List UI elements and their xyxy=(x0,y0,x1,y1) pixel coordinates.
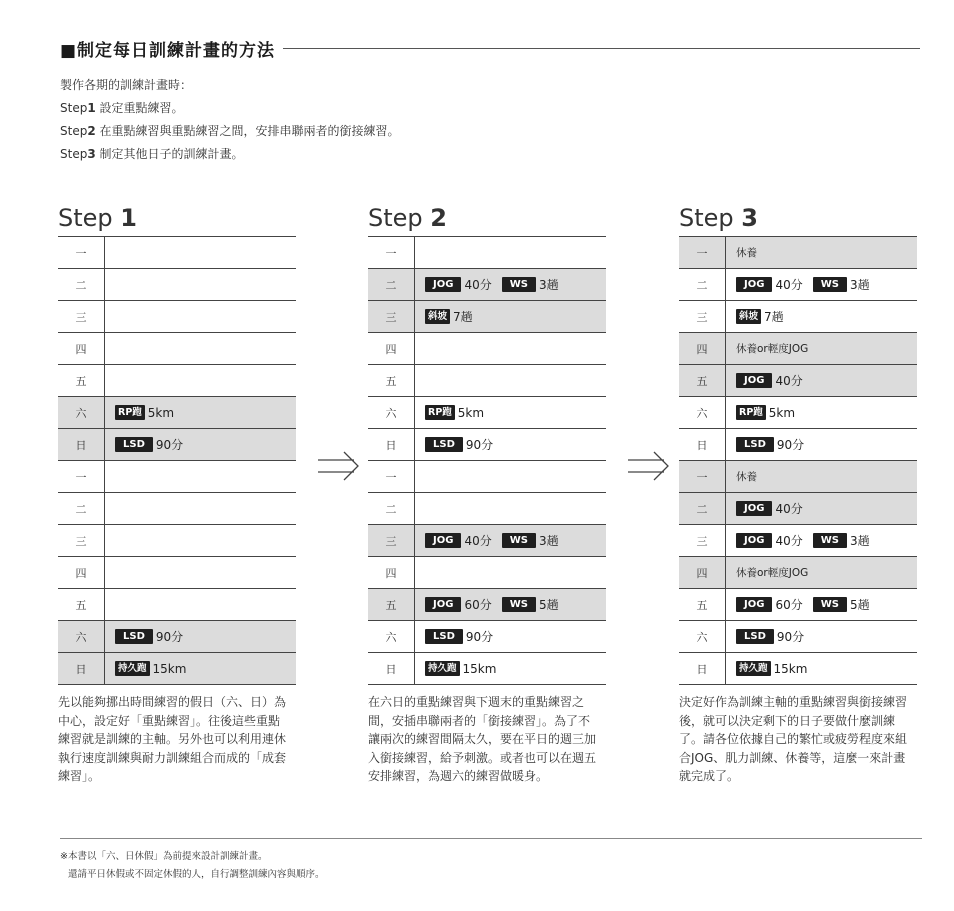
weekday-label: 一 xyxy=(368,461,415,492)
schedule-row xyxy=(679,653,917,685)
training-badge: JOG xyxy=(425,277,461,292)
weekday-label: 五 xyxy=(368,365,415,396)
training-cell xyxy=(415,301,606,332)
step-2-column xyxy=(368,200,606,786)
intro-step-2 xyxy=(60,120,400,143)
schedule-row xyxy=(58,461,296,493)
weekday-label: 日 xyxy=(679,653,726,684)
training-badge: RP跑 xyxy=(736,405,766,420)
weekday-label: 三 xyxy=(368,525,415,556)
training-badge: JOG xyxy=(736,501,772,516)
training-cell xyxy=(105,557,296,588)
intro-step-label: Step xyxy=(60,147,88,161)
weekday-label: 日 xyxy=(58,429,105,460)
weekday-label: 五 xyxy=(58,589,105,620)
training-cell xyxy=(105,237,296,268)
training-value: 90分 xyxy=(465,630,494,644)
schedule-row xyxy=(679,301,917,333)
training-value: 7趟 xyxy=(764,310,784,324)
schedule-row xyxy=(368,525,606,557)
training-cell xyxy=(415,653,606,684)
weekday-label: 二 xyxy=(679,493,726,524)
schedule-row xyxy=(368,237,606,269)
training-value: 90分 xyxy=(776,630,805,644)
training-value: 3趟 xyxy=(538,278,559,292)
training-cell xyxy=(415,589,606,620)
training-cell xyxy=(105,493,296,524)
training-cell xyxy=(415,429,606,460)
training-value: 7趟 xyxy=(453,310,473,324)
step-3-column xyxy=(679,200,917,786)
weekday-label: 六 xyxy=(58,621,105,652)
training-badge: WS xyxy=(502,597,536,612)
weekday-label: 六 xyxy=(679,397,726,428)
step-title xyxy=(58,200,296,236)
schedule-row xyxy=(58,269,296,301)
weekday-label: 日 xyxy=(679,429,726,460)
step-description: 決定好作為訓練主軸的重點練習與銜接練習後，就可以決定剩下的日子要做什麼訓練了。請各位依據自己的繁忙或疲勞程度來組合JOG、肌力訓練、休養等，這麼一來計畫就完成了。 xyxy=(679,695,908,783)
weekday-label: 二 xyxy=(58,493,105,524)
training-value: 40分 xyxy=(775,502,803,516)
training-cell xyxy=(726,333,917,364)
training-badge: 持久跑 xyxy=(736,661,771,676)
schedule-row xyxy=(368,493,606,525)
training-value: 5km xyxy=(147,405,175,420)
weekday-label: 日 xyxy=(368,653,415,684)
schedule-row xyxy=(368,589,606,621)
schedule-row xyxy=(58,237,296,269)
training-badge: WS xyxy=(813,277,847,292)
training-cell xyxy=(105,301,296,332)
intro-text xyxy=(60,74,400,166)
intro-step-num: 1 xyxy=(87,101,96,115)
weekday-label: 二 xyxy=(368,493,415,524)
training-value: 3趟 xyxy=(538,534,559,548)
schedule-row xyxy=(368,621,606,653)
training-value: 15km xyxy=(773,661,808,676)
schedule-row xyxy=(368,365,606,397)
weekday-label: 三 xyxy=(58,301,105,332)
step-title-label: Step xyxy=(58,204,113,232)
training-badge: RP跑 xyxy=(425,405,455,420)
training-text: 休養 xyxy=(736,471,757,483)
training-badge: JOG xyxy=(425,597,461,612)
weekday-label: 四 xyxy=(368,557,415,588)
weekday-label: 一 xyxy=(679,237,726,268)
schedule-row xyxy=(679,557,917,589)
training-value: 40分 xyxy=(464,278,492,292)
training-cell xyxy=(415,333,606,364)
heading-rule xyxy=(283,48,920,49)
schedule-row xyxy=(679,589,917,621)
intro-step-num: 2 xyxy=(87,124,96,138)
training-value: 90分 xyxy=(155,438,184,452)
weekday-label: 一 xyxy=(58,461,105,492)
training-value: 90分 xyxy=(465,438,494,452)
schedule-row xyxy=(679,237,917,269)
weekday-label: 日 xyxy=(58,653,105,684)
step-title-label: Step xyxy=(679,204,734,232)
training-value: 60分 xyxy=(775,598,803,612)
training-text: 休養 xyxy=(736,247,757,259)
intro-step-label: Step xyxy=(60,124,88,138)
training-value: 3趟 xyxy=(849,534,870,548)
weekday-label: 六 xyxy=(368,621,415,652)
double-arrow-icon xyxy=(626,449,670,483)
schedule-row xyxy=(368,557,606,589)
weekday-label: 二 xyxy=(58,269,105,300)
intro-step-text: 在重點練習與重點練習之間，安排串聯兩者的銜接練習。 xyxy=(95,124,400,138)
weekday-label: 四 xyxy=(58,333,105,364)
schedule-table xyxy=(679,236,917,685)
schedule-row xyxy=(679,365,917,397)
schedule-row xyxy=(58,333,296,365)
section-heading xyxy=(60,36,920,60)
schedule-row xyxy=(368,333,606,365)
training-badge: 持久跑 xyxy=(425,661,460,676)
weekday-label: 一 xyxy=(368,237,415,268)
training-badge: JOG xyxy=(736,373,772,388)
weekday-label: 四 xyxy=(679,333,726,364)
training-badge: RP跑 xyxy=(115,405,145,420)
training-cell xyxy=(105,429,296,460)
training-cell xyxy=(105,461,296,492)
schedule-row xyxy=(679,621,917,653)
weekday-label: 五 xyxy=(368,589,415,620)
training-badge: 持久跑 xyxy=(115,661,150,676)
weekday-label: 二 xyxy=(679,269,726,300)
training-value: 5km xyxy=(457,405,485,420)
training-cell xyxy=(415,269,606,300)
training-cell xyxy=(726,621,917,652)
training-cell xyxy=(105,333,296,364)
training-badge: JOG xyxy=(736,597,772,612)
training-cell xyxy=(415,461,606,492)
weekday-label: 一 xyxy=(679,461,726,492)
weekday-label: 四 xyxy=(58,557,105,588)
training-badge: LSD xyxy=(425,629,463,644)
intro-step-num: 3 xyxy=(87,147,96,161)
intro-step-1 xyxy=(60,97,400,120)
schedule-row xyxy=(58,493,296,525)
weekday-label: 六 xyxy=(679,621,726,652)
training-cell xyxy=(726,461,917,492)
step-title xyxy=(368,200,606,236)
schedule-row xyxy=(679,461,917,493)
training-cell xyxy=(105,589,296,620)
schedule-row xyxy=(679,525,917,557)
schedule-row xyxy=(368,429,606,461)
training-text: 休養or輕度JOG xyxy=(736,567,809,579)
training-badge: LSD xyxy=(115,437,153,452)
training-cell xyxy=(726,365,917,396)
footnote-line: ※本書以「六、日休假」為前提來設計訓練計畫。 xyxy=(60,851,268,862)
training-cell xyxy=(105,269,296,300)
schedule-row xyxy=(368,301,606,333)
training-value: 60分 xyxy=(464,598,492,612)
training-text: 休養or輕度JOG xyxy=(736,343,809,355)
training-cell xyxy=(726,493,917,524)
training-value: 40分 xyxy=(775,278,803,292)
training-badge: WS xyxy=(813,597,847,612)
training-cell xyxy=(415,621,606,652)
schedule-row xyxy=(368,461,606,493)
training-cell xyxy=(105,621,296,652)
training-value: 90分 xyxy=(776,438,805,452)
weekday-label: 三 xyxy=(368,301,415,332)
training-badge: 斜坡 xyxy=(736,309,761,324)
training-badge: WS xyxy=(502,533,536,548)
weekday-label: 三 xyxy=(58,525,105,556)
training-badge: JOG xyxy=(736,533,772,548)
intro-step-label: Step xyxy=(60,101,88,115)
weekday-label: 四 xyxy=(679,557,726,588)
training-value: 3趟 xyxy=(849,278,870,292)
schedule-table xyxy=(368,236,606,685)
training-badge: JOG xyxy=(736,277,772,292)
step-title-number: 2 xyxy=(430,204,447,232)
training-cell xyxy=(415,237,606,268)
training-cell xyxy=(105,653,296,684)
weekday-label: 日 xyxy=(368,429,415,460)
training-value: 15km xyxy=(152,661,187,676)
training-cell xyxy=(105,365,296,396)
training-value: 15km xyxy=(462,661,497,676)
footnote-line: 還請平日休假或不固定休假的人，自行調整訓練內容與順序。 xyxy=(68,869,325,880)
schedule-row xyxy=(58,589,296,621)
training-value: 90分 xyxy=(155,630,184,644)
training-badge: LSD xyxy=(425,437,463,452)
schedule-row xyxy=(679,429,917,461)
step-description: 先以能夠挪出時間練習的假日（六、日）為中心，設定好「重點練習」。往後這些重點練習就是訓練的主軸。另外也可以利用連休執行速度訓練與耐力訓練組合而成的「成套練習」。 xyxy=(58,695,287,783)
step-title-number: 1 xyxy=(120,204,137,232)
training-badge: 斜坡 xyxy=(425,309,450,324)
training-cell xyxy=(415,557,606,588)
training-cell xyxy=(105,397,296,428)
notes-divider xyxy=(60,838,922,839)
training-cell xyxy=(415,525,606,556)
schedule-row xyxy=(58,365,296,397)
weekday-label: 六 xyxy=(368,397,415,428)
training-cell xyxy=(415,493,606,524)
training-cell xyxy=(726,237,917,268)
training-value: 5趟 xyxy=(538,598,559,612)
schedule-row xyxy=(58,653,296,685)
training-cell xyxy=(726,589,917,620)
schedule-row xyxy=(58,397,296,429)
intro-step-text: 制定其他日子的訓練計畫。 xyxy=(95,147,244,161)
schedule-row xyxy=(58,557,296,589)
intro-step-text: 設定重點練習。 xyxy=(95,101,184,115)
weekday-label: 六 xyxy=(58,397,105,428)
training-cell xyxy=(726,301,917,332)
weekday-label: 五 xyxy=(58,365,105,396)
training-cell xyxy=(726,269,917,300)
training-value: 5km xyxy=(768,405,796,420)
weekday-label: 三 xyxy=(679,301,726,332)
step-title-label: Step xyxy=(368,204,423,232)
step-1-column xyxy=(58,200,296,786)
weekday-label: 四 xyxy=(368,333,415,364)
schedule-row xyxy=(58,525,296,557)
training-value: 5趟 xyxy=(849,598,870,612)
training-badge: LSD xyxy=(115,629,153,644)
step-title-number: 3 xyxy=(741,204,758,232)
training-cell xyxy=(726,397,917,428)
step-description: 在六日的重點練習與下週末的重點練習之間，安插串聯兩者的「銜接練習」。為了不讓兩次的練習間隔太久，要在平日的週三加入銜接練習，給予刺激。或者也可以在週五安排練習，為週六的練習做暖身。 xyxy=(368,695,597,783)
training-value: 40分 xyxy=(464,534,492,548)
weekday-label: 一 xyxy=(58,237,105,268)
schedule-row xyxy=(679,493,917,525)
weekday-label: 五 xyxy=(679,365,726,396)
weekday-label: 五 xyxy=(679,589,726,620)
intro-line: 製作各期的訓練計畫時： xyxy=(60,78,193,92)
schedule-row xyxy=(679,269,917,301)
intro-step-3 xyxy=(60,143,400,166)
training-cell xyxy=(105,525,296,556)
training-cell xyxy=(726,429,917,460)
training-cell xyxy=(415,365,606,396)
schedule-row xyxy=(58,301,296,333)
page-title: ■制定每日訓練計畫的方法 xyxy=(60,40,276,61)
training-cell xyxy=(415,397,606,428)
weekday-label: 二 xyxy=(368,269,415,300)
training-value: 40分 xyxy=(775,374,803,388)
schedule-table xyxy=(58,236,296,685)
double-arrow-icon xyxy=(316,449,360,483)
training-cell xyxy=(726,557,917,588)
training-cell xyxy=(726,525,917,556)
footnotes xyxy=(60,848,325,884)
schedule-row xyxy=(679,333,917,365)
training-badge: JOG xyxy=(425,533,461,548)
training-badge: LSD xyxy=(736,437,774,452)
schedule-row xyxy=(58,621,296,653)
training-badge: WS xyxy=(502,277,536,292)
training-value: 40分 xyxy=(775,534,803,548)
schedule-row xyxy=(368,397,606,429)
weekday-label: 三 xyxy=(679,525,726,556)
schedule-row xyxy=(679,397,917,429)
schedule-row xyxy=(368,653,606,685)
step-title xyxy=(679,200,917,236)
training-cell xyxy=(726,653,917,684)
schedule-row xyxy=(368,269,606,301)
training-badge: WS xyxy=(813,533,847,548)
schedule-row xyxy=(58,429,296,461)
training-badge: LSD xyxy=(736,629,774,644)
